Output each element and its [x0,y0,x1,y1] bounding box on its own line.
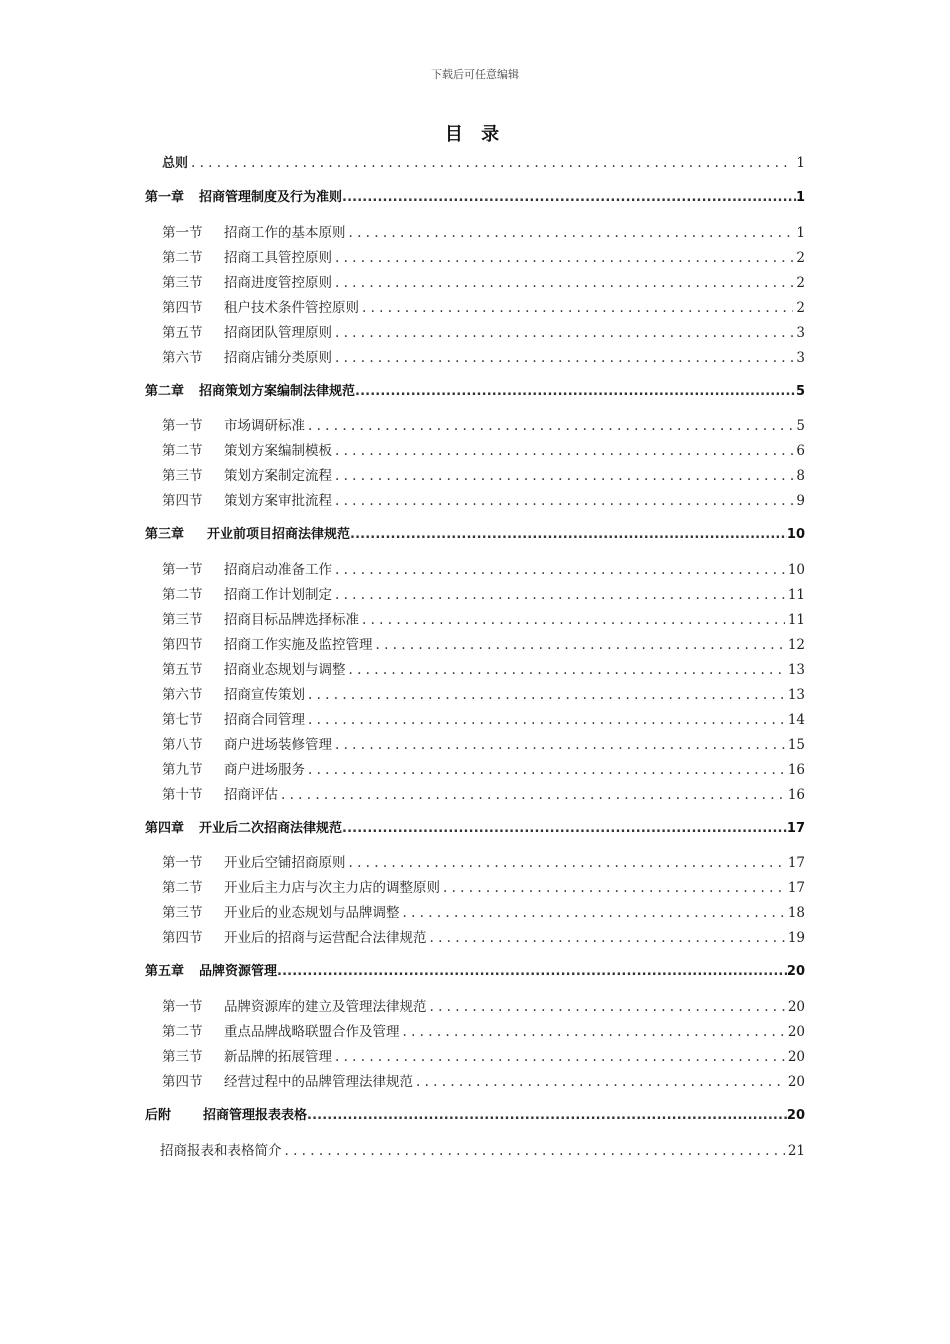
toc-section-entry[interactable] [162,708,805,728]
toc-entry-number: 第九节 [162,762,203,778]
toc-leader-dots [350,527,787,542]
toc-entry-label: 商户进场装修管理 [224,737,332,753]
toc-entry-number: 第四章 [145,821,185,836]
toc-leader-dots [335,493,793,509]
toc-entry-label: 招商评估 [224,787,278,803]
toc-entry-page: 2 [796,275,805,291]
toc-entry-number: 第三节 [162,905,203,921]
toc-leader-dots [403,1024,785,1040]
toc-entry-label: 招商管理制度及行为准则 [199,190,343,205]
toc-leader-dots [335,1049,785,1065]
toc-section-entry[interactable] [162,633,805,653]
toc-leader-dots [285,1143,785,1159]
toc-entry-number: 第二节 [162,250,203,266]
toc-entry-page: 2 [796,300,805,316]
toc-entry-label: 招商店铺分类原则 [224,350,332,366]
toc-entry-label: 开业前项目招商法律规范 [207,527,351,542]
toc-entry-label: 招商目标品牌选择标准 [224,612,359,628]
toc-section-entry[interactable] [162,439,805,459]
toc-entry-page: 10 [787,562,805,578]
toc-entry-number: 第六节 [162,687,203,703]
toc-section-entry[interactable] [162,152,805,171]
toc-section-entry[interactable] [162,876,805,896]
toc-leader-dots [349,225,794,241]
toc-section-entry[interactable] [162,271,805,291]
toc-entry-label: 招商进度管控原则 [224,275,332,291]
toc-entry-number: 第一节 [162,855,203,871]
toc-leader-dots [355,384,796,399]
toc-leader-dots [191,155,793,171]
toc-leader-dots [281,787,785,803]
toc-entry-page: 3 [796,350,805,366]
toc-entry-page: 18 [787,905,805,921]
toc-section-entry[interactable] [162,296,805,316]
toc-leader-dots [308,687,785,703]
toc-leader-dots [307,1108,787,1123]
toc-entry-number: 第四节 [162,1074,203,1090]
toc-entry-label: 开业后二次招商法律规范 [199,821,343,836]
toc-leader-dots [362,300,793,316]
toc-entry-number: 第二章 [145,384,185,399]
toc-leader-dots [335,737,785,753]
toc-leader-dots [335,250,793,266]
toc-leader-dots [430,930,785,946]
toc-section-entry[interactable] [162,246,805,266]
toc-entry-number: 第五章 [145,964,185,979]
toc-section-entry[interactable] [162,926,805,946]
toc-entry-label: 品牌资源管理 [199,964,278,979]
toc-entry-page: 2 [796,250,805,266]
toc-entry-page: 6 [796,443,805,459]
toc-section-entry[interactable] [162,683,805,703]
toc-section-entry[interactable] [162,658,805,678]
toc-entry-label: 招商工作实施及监控管理 [224,637,373,653]
toc-leader-dots [443,880,785,896]
toc-entry-label: 策划方案制定流程 [224,468,332,484]
toc-entry-number: 第二节 [162,443,203,459]
toc-entry-number: 第一节 [162,225,203,241]
toc-section-entry[interactable] [162,901,805,921]
toc-section-entry[interactable] [162,851,805,871]
toc-section-entry[interactable] [162,558,805,578]
toc-entry-page: 16 [787,787,805,803]
toc-entry-page: 20 [787,1024,805,1040]
toc-entry-page: 20 [787,999,805,1015]
toc-entry-label: 开业后的业态规划与品牌调整 [224,905,400,921]
toc-entry-page: 19 [787,930,805,946]
toc-entry-number: 第四节 [162,930,203,946]
toc-entry-number: 第三节 [162,468,203,484]
toc-entry-label: 招商宣传策划 [224,687,305,703]
toc-entry-page: 1 [796,225,805,241]
toc-entry-label: 租户技术条件管控原则 [224,300,359,316]
toc-entry-number: 第一节 [162,418,203,434]
toc-entry-label: 招商工作计划制定 [224,587,332,603]
toc-leader-dots [335,468,793,484]
toc-entry-page: 11 [787,612,805,628]
toc-section-entry[interactable] [162,758,805,778]
toc-leader-dots [403,905,785,921]
toc-entry-page: 5 [795,384,805,399]
toc-leader-dots [349,662,785,678]
toc-entry-page: 12 [787,637,805,653]
toc-leader-dots [416,1074,785,1090]
toc-entry-page: 17 [786,821,805,836]
toc-leader-dots [335,275,793,291]
toc-entry-label: 招商策划方案编制法律规范 [199,384,356,399]
toc-entry-page: 17 [787,880,805,896]
toc-section-entry[interactable] [162,321,805,341]
toc-entry-number: 第二节 [162,1024,203,1040]
toc-section-entry[interactable] [162,608,805,628]
toc-section-entry[interactable] [160,1139,805,1159]
toc-entry-number: 第五节 [162,325,203,341]
toc-entry-number: 第一节 [162,562,203,578]
toc-entry-number: 第六节 [162,350,203,366]
toc-entry-label: 新品牌的拓展管理 [224,1049,332,1065]
toc-entry-label: 招商管理报表表格 [203,1108,308,1123]
toc-entry-label: 品牌资源库的建立及管理法律规范 [224,999,427,1015]
toc-section-entry[interactable] [162,414,805,434]
toc-entry-label: 开业后的招商与运营配合法律规范 [224,930,427,946]
toc-entry-page: 16 [787,762,805,778]
toc-chapter-entry[interactable] [145,960,805,979]
toc-entry-page: 10 [786,527,805,542]
toc-entry-label: 策划方案审批流程 [224,493,332,509]
toc-chapter-entry[interactable] [145,817,805,836]
toc-entry-number: 第十节 [162,787,203,803]
toc-entry-page: 5 [796,418,805,434]
toc-entry-label: 开业后空铺招商原则 [224,855,346,871]
toc-leader-dots [342,190,796,205]
toc-entry-label: 招商启动准备工作 [224,562,332,578]
toc-leader-dots [342,821,787,836]
toc-leader-dots [308,418,793,434]
toc-entry-label: 招商业态规划与调整 [224,662,346,678]
toc-entry-number: 第七节 [162,712,203,728]
toc-leader-dots [335,325,793,341]
toc-leader-dots [335,587,785,603]
toc-title: 目 录 [444,124,506,145]
toc-entry-page: 15 [787,737,805,753]
toc-entry-number: 第五节 [162,662,203,678]
toc-entry-label: 招商报表和表格简介 [160,1143,282,1159]
toc-entry-number: 第四节 [162,637,203,653]
toc-entry-page: 3 [796,325,805,341]
toc-entry-page: 14 [787,712,805,728]
toc-section-entry[interactable] [162,995,805,1015]
toc-section-entry[interactable] [162,1045,805,1065]
toc-leader-dots [308,762,785,778]
toc-entry-number: 后附 [145,1108,172,1123]
toc-section-entry[interactable] [162,221,805,241]
toc-entry-number: 第一节 [162,999,203,1015]
toc-section-entry[interactable] [162,489,805,509]
toc-section-entry[interactable] [162,783,805,803]
toc-leader-dots [376,637,785,653]
toc-entry-number: 第四节 [162,300,203,316]
toc-entry-page: 8 [796,468,805,484]
toc-entry-page: 13 [787,662,805,678]
toc-section-entry[interactable] [162,464,805,484]
toc-entry-page: 20 [786,964,805,979]
toc-leader-dots [430,999,785,1015]
toc-entry-label: 招商合同管理 [224,712,305,728]
toc-entry-page: 20 [786,1108,805,1123]
toc-entry-number: 第三节 [162,1049,203,1065]
toc-entry-page: 1 [796,155,805,171]
toc-entry-label: 招商团队管理原则 [224,325,332,341]
toc-entry-label: 市场调研标准 [224,418,305,434]
toc-entry-number: 第八节 [162,737,203,753]
toc-section-entry[interactable] [162,1020,805,1040]
toc-entry-label: 开业后主力店与次主力店的调整原则 [224,880,440,896]
toc-entry-page: 11 [787,587,805,603]
toc-entry-number: 第四节 [162,493,203,509]
toc-entry-page: 17 [787,855,805,871]
toc-chapter-entry[interactable] [145,523,805,542]
toc-section-entry[interactable] [162,346,805,366]
toc-leader-dots [335,562,785,578]
toc-leader-dots [308,712,785,728]
toc-entry-label: 经营过程中的品牌管理法律规范 [224,1074,413,1090]
toc-entry-label: 重点品牌战略联盟合作及管理 [224,1024,400,1040]
toc-leader-dots [349,855,785,871]
toc-section-entry[interactable] [162,1070,805,1090]
toc-entry-page: 1 [795,190,805,205]
toc-chapter-entry[interactable] [145,380,805,399]
toc-leader-dots [277,964,787,979]
toc-leader-dots [335,350,793,366]
toc-leader-dots [362,612,785,628]
toc-section-entry[interactable] [162,583,805,603]
toc-entry-label: 招商工具管控原则 [224,250,332,266]
toc-chapter-entry[interactable] [145,1104,805,1123]
toc-leader-dots [335,443,793,459]
toc-section-entry[interactable] [162,733,805,753]
toc-chapter-entry[interactable] [145,186,805,205]
toc-entry-number: 第一章 [145,190,185,205]
toc-entry-page: 21 [787,1143,805,1159]
toc-entry-label: 总则 [162,156,189,171]
toc-entry-number: 第二节 [162,880,203,896]
toc-entry-label: 商户进场服务 [224,762,305,778]
toc-entry-number: 第三节 [162,275,203,291]
toc-entry-number: 第二节 [162,587,203,603]
toc-entry-number: 第三节 [162,612,203,628]
page-header: 下载后可任意编辑 [431,68,519,81]
toc-entry-page: 20 [787,1074,805,1090]
toc-entry-number: 第三章 [145,527,185,542]
toc-entry-page: 13 [787,687,805,703]
toc-entry-label: 策划方案编制模板 [224,443,332,459]
toc-entry-page: 20 [787,1049,805,1065]
toc-entry-page: 9 [796,493,805,509]
toc-entry-label: 招商工作的基本原则 [224,225,346,241]
